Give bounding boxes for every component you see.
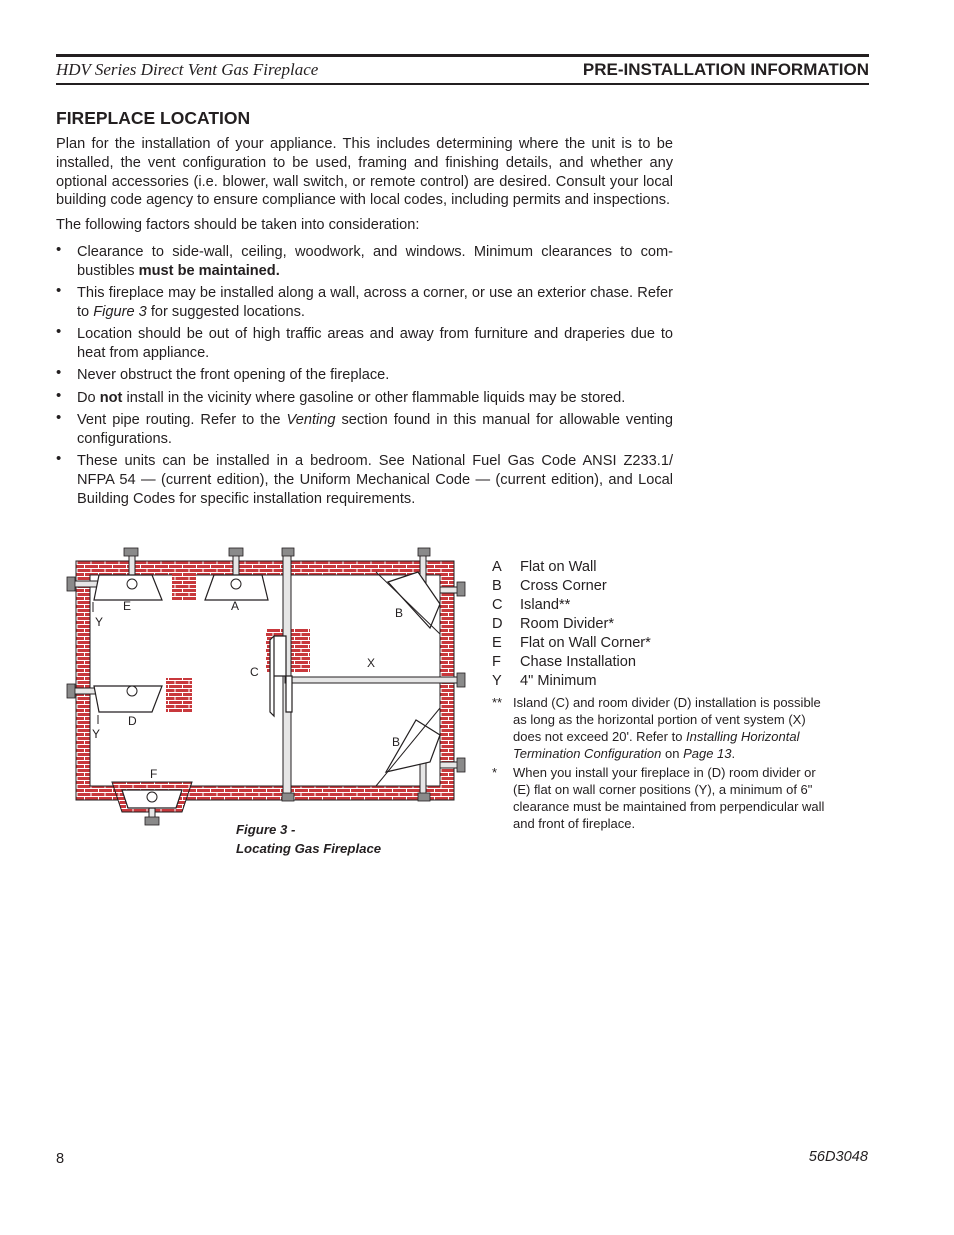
label-y-top: Y <box>95 615 104 629</box>
vent-cap <box>124 548 138 556</box>
list-item: • Clearance to side-wall, ceiling, woodwork, and windows. Minimum clearances to com-bustibles must be maintained. <box>56 240 673 279</box>
legend-item: A Flat on Wall <box>492 559 597 575</box>
label-f: F <box>150 767 158 781</box>
legend-item: C Island** <box>492 597 571 613</box>
header-bottom-rule <box>56 83 869 85</box>
bullet-icon: • <box>56 364 62 382</box>
list-item: • This fireplace may be installed along a wall, across a corner, or use an exterior chase. Refer to Figure 3 for suggested locations. <box>56 282 673 320</box>
vent-cap <box>457 758 465 772</box>
bullet-icon: • <box>56 408 62 426</box>
vent-pipe <box>285 677 458 683</box>
bullet-icon: • <box>56 386 62 404</box>
figure-caption <box>236 820 381 858</box>
legend-item: D Room Divider* <box>492 616 615 632</box>
vent-cap <box>457 582 465 596</box>
list-item: • Location should be out of high traffic areas and away from furniture and draperies due to heat from appliance. <box>56 323 673 361</box>
vent-cap <box>229 548 243 556</box>
legend-item: F Chase Installation <box>492 654 637 670</box>
vent-cap <box>418 548 430 556</box>
manual-title: HDV Series Direct Vent Gas Fireplace <box>56 60 319 79</box>
vent-collar <box>147 792 157 802</box>
note-single-star: * When you install your fireplace in (D) room divider or (E) flat on wall corner positions (Y), a minimum of 6" clearance must be maintained from perpendicular wall and front of fireplace. <box>492 765 825 831</box>
vent-collar <box>127 579 137 589</box>
vent-collar <box>231 579 241 589</box>
label-e: E <box>123 599 132 613</box>
section-title: FIREPLACE LOCATION <box>56 108 251 128</box>
vent-cap <box>67 577 75 591</box>
header-top-rule <box>56 54 869 57</box>
vent-cap <box>457 673 465 687</box>
label-c: C <box>250 665 259 679</box>
bullet-icon: • <box>56 282 62 300</box>
fireplace-location-diagram <box>64 544 474 834</box>
legend-item: B Cross Corner <box>492 578 607 594</box>
vent-cap <box>418 793 430 801</box>
vent-cap <box>282 548 294 556</box>
legend-item: E Flat on Wall Corner* <box>492 635 651 651</box>
label-a: A <box>231 599 240 613</box>
figure-notes <box>492 694 832 834</box>
figure-caption-line1: Figure 3 - <box>236 822 296 837</box>
list-item: • Do not install in the vicinity where gasoline or other flammable liquids may be stored. <box>56 386 626 406</box>
factors-list <box>56 240 673 508</box>
chapter-title: PRE-INSTALLATION INFORMATION <box>582 60 869 79</box>
vent-collar <box>127 686 137 696</box>
bullet-icon: • <box>56 449 62 467</box>
intro-paragraph: Plan for the installation of your appliance. This includes determining where the unit is to be installed, the vent configuration to be used, framing and finishing details, and whether any optional accessories (i.e. blower, wall switch, or remote control) are desired. Consult your local building code agency to ensure compliance with local codes, including permits and inspections. <box>56 136 673 209</box>
list-item: • Never obstruct the front opening of the fireplace. <box>56 364 390 384</box>
interior-brick-column <box>172 572 196 600</box>
vent-pipe <box>420 762 426 796</box>
fireplace-units <box>94 572 440 808</box>
figure-legend <box>492 558 651 691</box>
list-item: • These units can be installed in a bedroom. See National Fuel Gas Code ANSI Z233.1/ NFPA 54 — (current edition), the Uniform Mechanical Code — (current edition), and Local Building Codes for specific installation requirements. <box>56 449 673 507</box>
bullet-icon: • <box>56 240 62 258</box>
vent-cap <box>282 793 294 801</box>
label-d: D <box>128 714 137 728</box>
body-text <box>56 135 673 512</box>
label-y-bottom: Y <box>92 727 101 741</box>
factors-intro: The following factors should be taken into consideration: <box>56 217 420 234</box>
list-item: • Vent pipe routing. Refer to the Venting section found in this manual for allowable venting configurations. <box>56 408 673 447</box>
vent-cap <box>67 684 75 698</box>
figure-caption-line2: Locating Gas Fireplace <box>236 841 382 856</box>
document-number: 56D3048 <box>808 1149 868 1165</box>
label-b-bottom: B <box>392 735 401 749</box>
legend-item: Y 4" Minimum <box>492 673 597 689</box>
page-number: 8 <box>56 1151 65 1167</box>
label-x: X <box>367 656 376 670</box>
note-double-star: ** Island (C) and room divider (D) installation is possible as long as the horizontal portion of vent system (X) does not exceed 20'. Refer to Installing Horizontal Termination Configuration on Page 13. <box>492 695 821 761</box>
interior-brick-column <box>166 678 192 712</box>
vent-cap <box>145 817 159 825</box>
bullet-icon: • <box>56 323 62 341</box>
label-b-top: B <box>395 606 404 620</box>
